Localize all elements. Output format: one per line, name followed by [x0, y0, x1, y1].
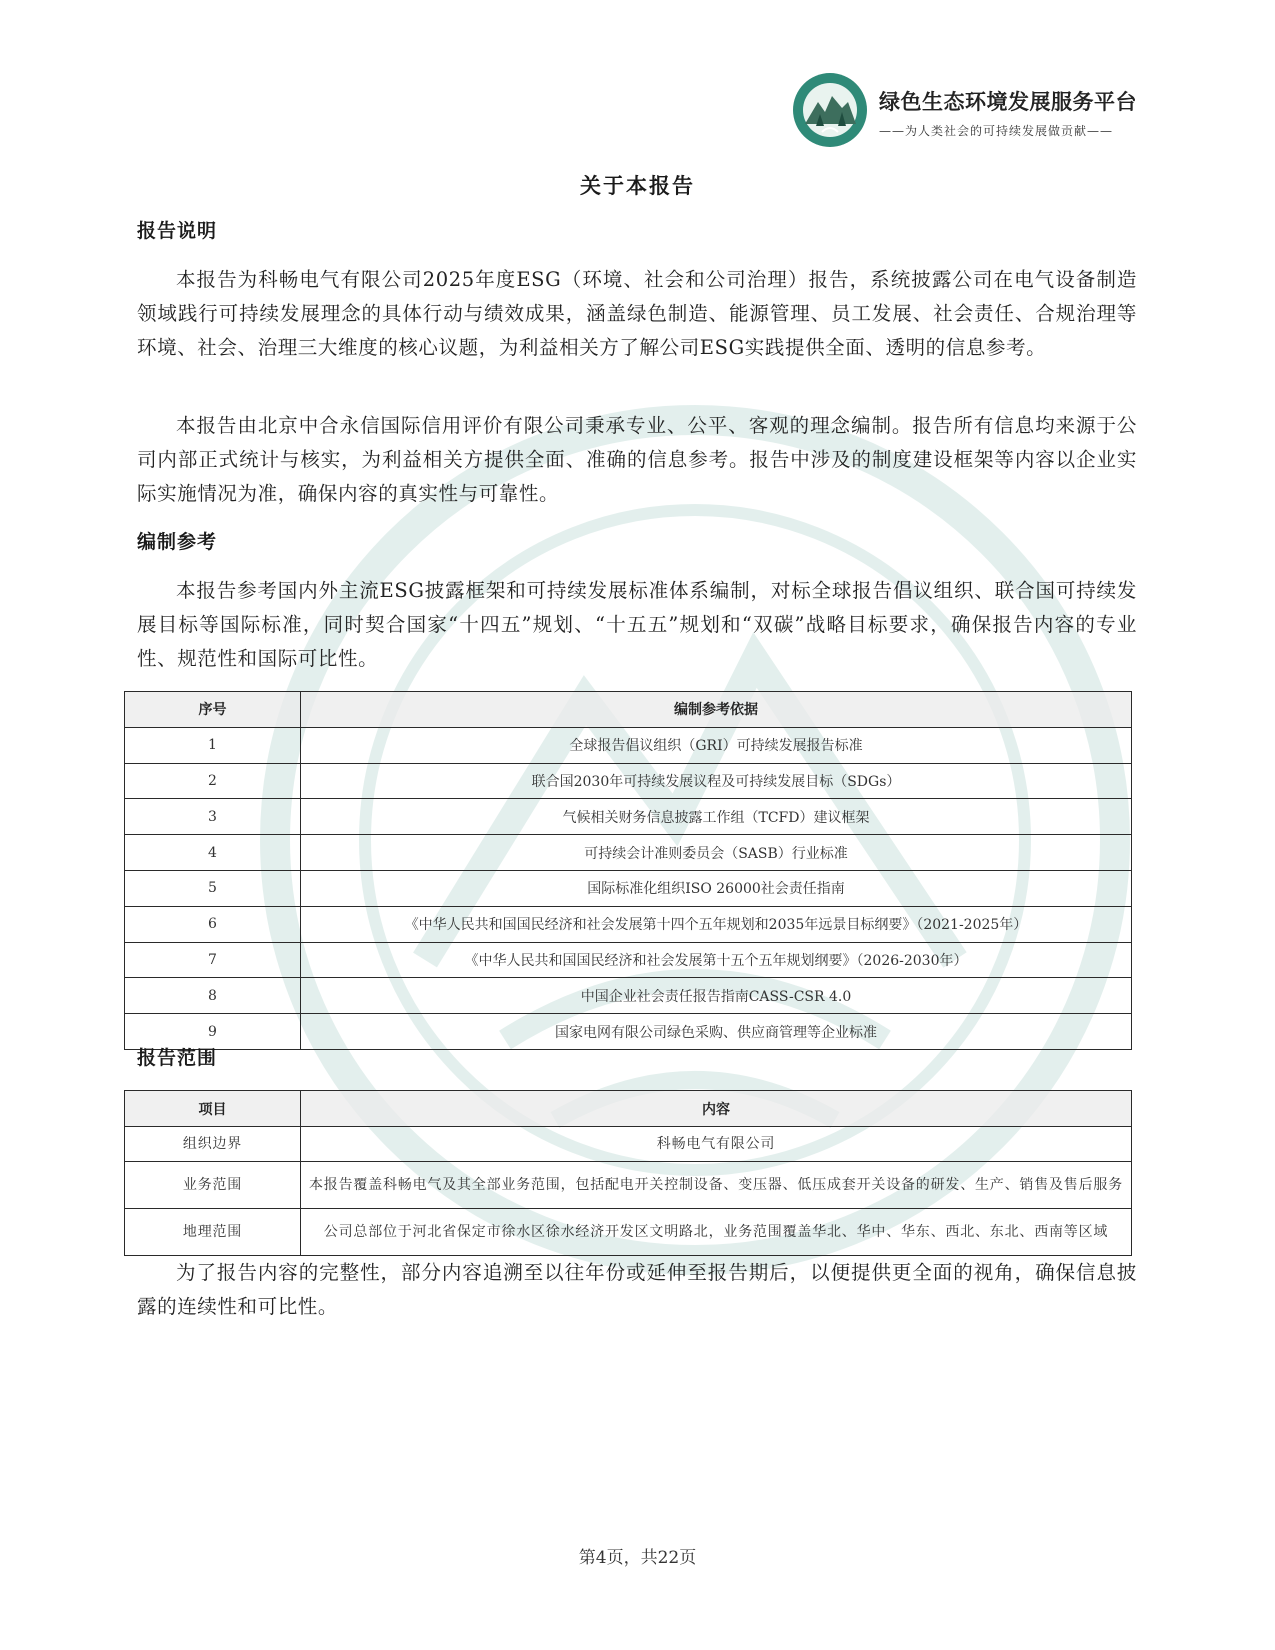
table-row — [125, 1014, 1132, 1050]
column-header-item: 项目 — [125, 1091, 301, 1127]
scope-table — [124, 1090, 1132, 1256]
brand-slogan: ——为人类社会的可持续发展做贡献—— — [879, 124, 1114, 138]
references-table — [124, 691, 1132, 1050]
row-number: 2 — [125, 763, 301, 799]
row-basis: 中国企业社会责任报告指南CASS-CSR 4.0 — [301, 978, 1132, 1014]
row-content: 本报告覆盖科畅电气及其全部业务范围，包括配电开关控制设备、变压器、低压成套开关设备的研发、生产、销售及售后服务 — [301, 1162, 1132, 1209]
description-paragraph-1: 本报告为科畅电气有限公司2025年度ESG（环境、社会和公司治理）报告，系统披露公司在电气设备制造领域践行可持续发展理念的具体行动与绩效成果，涵盖绿色制造、能源管理、员工发展、社会责任、合规治理等环境、社会、治理三大维度的核心议题，为利益相关方了解公司ESG实践提供全面、透明的信息参考。 — [137, 268, 1137, 359]
table-row — [125, 799, 1132, 835]
row-number: 5 — [125, 870, 301, 906]
row-basis: 联合国2030年可持续发展议程及可持续发展目标（SDGs） — [301, 763, 1132, 799]
table-row — [125, 727, 1132, 763]
table-row — [125, 978, 1132, 1014]
row-basis: 全球报告倡议组织（GRI）可持续发展报告标准 — [301, 727, 1132, 763]
row-number: 1 — [125, 727, 301, 763]
row-item: 业务范围 — [125, 1162, 301, 1209]
platform-logo-icon — [792, 72, 868, 148]
page-number: 第4页，共22页 — [578, 1548, 697, 1568]
table-row — [125, 906, 1132, 942]
table-row — [125, 942, 1132, 978]
row-number: 7 — [125, 942, 301, 978]
row-basis: 国家电网有限公司绿色采购、供应商管理等企业标准 — [301, 1014, 1132, 1050]
table-row — [125, 763, 1132, 799]
column-header-content: 内容 — [301, 1091, 1132, 1127]
section-heading-description: 报告说明 — [137, 220, 218, 242]
row-basis: 气候相关财务信息披露工作组（TCFD）建议框架 — [301, 799, 1132, 835]
table-row — [125, 1127, 1132, 1162]
section-heading-scope: 报告范围 — [137, 1047, 218, 1069]
row-number: 6 — [125, 906, 301, 942]
row-content: 公司总部位于河北省保定市徐水区徐水经济开发区文明路北，业务范围覆盖华北、华中、华东、西北、东北、西南等区域 — [301, 1209, 1132, 1256]
row-content: 科畅电气有限公司 — [301, 1127, 1132, 1162]
table-header-row — [125, 1091, 1132, 1127]
row-basis: 《中华人民共和国国民经济和社会发展第十五个五年规划纲要》（2026-2030年） — [301, 942, 1132, 978]
description-paragraph-2: 本报告由北京中合永信国际信用评价有限公司秉承专业、公平、客观的理念编制。报告所有信息均来源于公司内部正式统计与核实，为利益相关方提供全面、准确的信息参考。报告中涉及的制度建设框架等内容以企业实际实施情况为准，确保内容的真实性与可靠性。 — [137, 414, 1137, 505]
column-header-basis: 编制参考依据 — [301, 692, 1132, 728]
row-item: 地理范围 — [125, 1209, 301, 1256]
row-number: 9 — [125, 1014, 301, 1050]
brand-name: 绿色生态环境发展服务平台 — [879, 90, 1137, 114]
row-number: 8 — [125, 978, 301, 1014]
brand-header — [792, 72, 1152, 152]
row-item: 组织边界 — [125, 1127, 301, 1162]
table-row — [125, 1162, 1132, 1209]
section-heading-references: 编制参考 — [137, 531, 218, 553]
row-basis: 《中华人民共和国国民经济和社会发展第十四个五年规划和2035年远景目标纲要》（2021-2025年） — [301, 906, 1132, 942]
table-row — [125, 835, 1132, 871]
page-title: 关于本报告 — [580, 173, 695, 198]
table-header-row — [125, 692, 1132, 728]
table-row — [125, 870, 1132, 906]
row-number: 4 — [125, 835, 301, 871]
references-paragraph: 本报告参考国内外主流ESG披露框架和可持续发展标准体系编制，对标全球报告倡议组织、联合国可持续发展目标等国际标准，同时契合国家“十四五”规划、“十五五”规划和“双碳”战略目标要求，确保报告内容的专业性、规范性和国际可比性。 — [137, 579, 1137, 670]
column-header-number: 序号 — [125, 692, 301, 728]
row-basis: 可持续会计准则委员会（SASB）行业标准 — [301, 835, 1132, 871]
row-number: 3 — [125, 799, 301, 835]
table-row — [125, 1209, 1132, 1256]
scope-note-paragraph: 为了报告内容的完整性，部分内容追溯至以往年份或延伸至报告期后，以便提供更全面的视角，确保信息披露的连续性和可比性。 — [137, 1261, 1137, 1318]
row-basis: 国际标准化组织ISO 26000社会责任指南 — [301, 870, 1132, 906]
